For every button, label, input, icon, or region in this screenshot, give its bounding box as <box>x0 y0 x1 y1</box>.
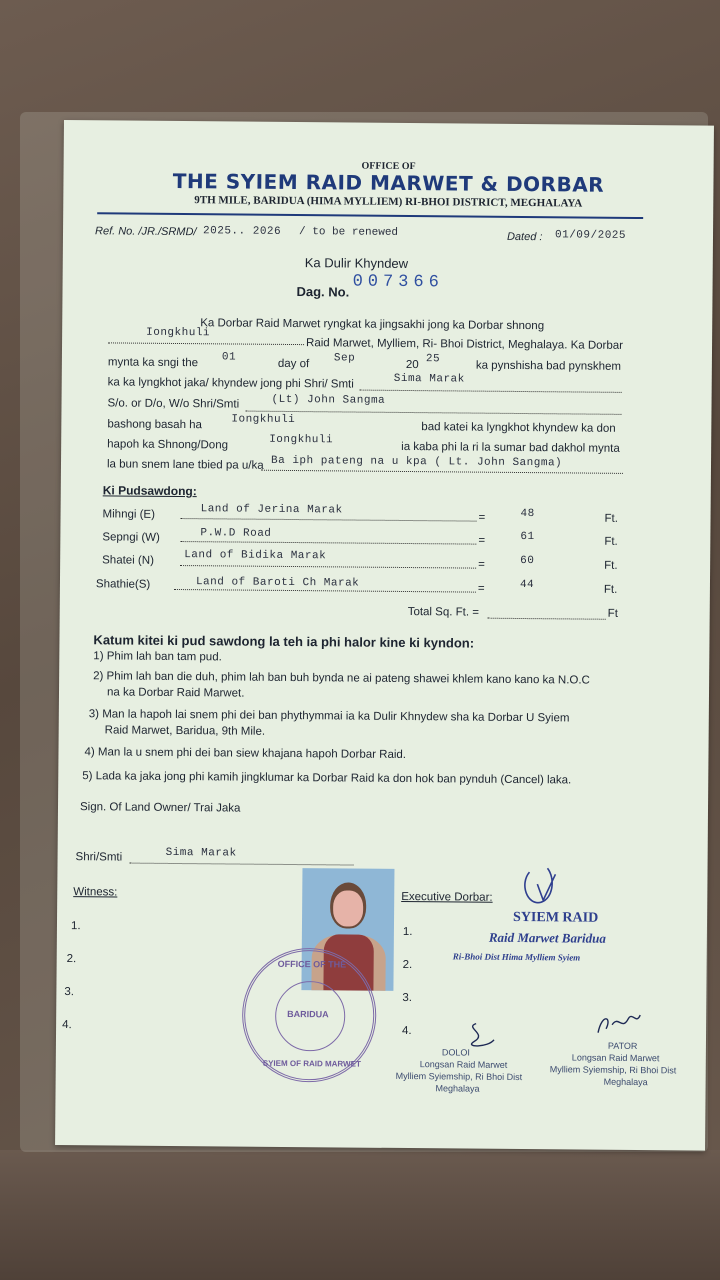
day-value: 01 <box>221 351 237 364</box>
year-prefix: 20 <box>405 358 419 372</box>
boundary-line-south <box>174 589 476 593</box>
owner-line <box>360 390 622 393</box>
boundary-unit-north: Ft. <box>604 559 618 572</box>
ref-label: Ref. No. /JR./SRMD/ <box>94 225 197 239</box>
total-unit: Ft <box>607 607 618 620</box>
document-title: Ka Dulir Khyndew <box>304 255 409 272</box>
hapoh-label: hapoh ka Shnong/Dong <box>107 438 229 452</box>
boundary-desc-north: Land of Bidika Marak <box>184 549 327 563</box>
official-stamp <box>242 948 377 1083</box>
condition-item: Raid Marwet, Baridua, 9th Mile. <box>104 724 266 738</box>
header-rule <box>97 212 643 219</box>
executive-number: 3. <box>402 991 412 1005</box>
year-value: 25 <box>425 353 441 366</box>
shri-line <box>130 863 354 866</box>
condition-item: 5) Lada ka jaka jong phi kamih jingklumar ka Dorbar Raid ka don hok ban pynduh (Cancel) laka. <box>82 770 572 787</box>
owner-name: Sima Marak <box>393 372 465 386</box>
shri-value: Sima Marak <box>165 846 237 860</box>
pynshisha-text: ka pynshisha bad pynskhem <box>475 359 622 373</box>
boundary-label-south: Shathie(S) <box>95 578 151 591</box>
witness-number: 4. <box>62 1019 72 1032</box>
witness-number: 3. <box>64 986 75 999</box>
doloi-line-1: Longsan Raid Marwet <box>419 1059 508 1070</box>
hapoh-value: Iongkhuli <box>269 433 334 447</box>
dag-number: 007366 <box>352 272 444 293</box>
bad-katei-text: bad katei ka lyngkhot khyndew ka don <box>421 421 616 435</box>
equals-sign: = <box>477 582 485 595</box>
seal-line-1: SYIEM RAID <box>512 909 599 926</box>
ref-note: / to be renewed <box>298 226 399 239</box>
witness-number: 1. <box>70 920 81 933</box>
boundary-unit-west: Ft. <box>604 535 618 548</box>
stamp-middle-text: BARIDUA <box>287 1008 329 1020</box>
total-line <box>488 618 606 620</box>
boundary-value-east: 48 <box>520 507 535 521</box>
pator-signature-scribble <box>592 1007 644 1041</box>
date-value: 01/09/2025 <box>554 229 627 242</box>
condition-item: 1) Phim lah ban tam pud. <box>93 650 222 664</box>
equals-sign: = <box>478 511 486 524</box>
condition-item: 3) Man la hapoh lai snem phi dei ban phythymmai ia ka Dulir Khnydew sha ka Dorbar U Syiem <box>88 708 570 725</box>
shri-label: Shri/Smti <box>75 851 123 864</box>
la-bun-value: Ba iph pateng na u kpa ( Lt. John Sangma) <box>270 454 563 470</box>
office-of: OFFICE OF <box>361 160 416 173</box>
boundary-line-east <box>181 518 477 522</box>
bashong-value: Iongkhuli <box>231 413 296 427</box>
boundary-label-north: Shatei (N) <box>102 554 154 567</box>
stamp-top-text: OFFICE OF THE <box>277 958 347 970</box>
equals-sign: = <box>478 534 486 547</box>
boundary-line-west <box>180 541 476 545</box>
pator-line-2: Mylliem Syiemship, Ri Bhoi Dist <box>549 1064 677 1076</box>
witness-label: Witness: <box>73 886 118 899</box>
bashong-label: bashong basah ha <box>107 418 203 432</box>
boundary-unit-south: Ft. <box>603 583 618 596</box>
boundaries-heading: Ki Pudsawdong: <box>102 483 197 499</box>
condition-item: 2) Phim lah ban die duh, phim lah ban buh bynda ne ai pateng shawei khlem kano kano ka N.O.C <box>93 670 590 687</box>
pator-line-1: Longsan Raid Marwet <box>571 1052 660 1064</box>
sign-label: Sign. Of Land Owner/ Trai Jaka <box>79 801 241 815</box>
doloi-title: DOLOI <box>441 1047 470 1058</box>
day-of: day of <box>277 357 310 371</box>
date-label: Dated : <box>506 230 543 244</box>
body-line-1: Ka Dorbar Raid Marwet ryngkat ka jingsakhi jong ka Dorbar shnong <box>200 317 545 333</box>
boundary-line-north <box>180 565 476 569</box>
doloi-line-2: Mylliem Syiemship, Ri Bhoi Dist <box>395 1070 523 1083</box>
boundary-desc-east: Land of Jerina Marak <box>200 503 343 517</box>
boundary-unit-east: Ft. <box>604 512 619 525</box>
executive-number: 4. <box>402 1024 412 1038</box>
equals-sign: = <box>478 558 485 571</box>
dag-label: Dag. No. <box>296 284 350 300</box>
mynta-label: mynta ka sngi the <box>107 356 199 370</box>
shnong-name: Iongkhuli <box>146 326 211 340</box>
executive-number: 1. <box>402 925 413 939</box>
witness-number: 2. <box>66 953 77 966</box>
boundary-desc-south: Land of Baroti Ch Marak <box>195 576 360 590</box>
ia-kaba-text: ia kaba phi la ri la sumar bad dakhol mynta <box>401 440 620 455</box>
stamp-bottom-text: SYIEM OF RAID MARWET <box>262 1058 361 1069</box>
la-bun-line <box>261 470 623 474</box>
pator-title: PATOR <box>607 1040 638 1052</box>
executive-label: Executive Dorbar: <box>401 890 493 904</box>
doloi-line-3: Meghalaya <box>435 1083 480 1094</box>
so-label: S/o. or D/o, W/o Shri/Smti <box>107 397 240 411</box>
shnong-line <box>108 342 304 345</box>
document-header-title: THE SYIEM RAID MARWET & DORBAR <box>172 168 605 197</box>
body-line-2: Raid Marwet, Mylliem, Ri- Bhoi District, Meghalaya. Ka Dorbar <box>306 337 624 352</box>
la-bun-label: la bun snem lane tbied pa u/ka <box>106 458 264 472</box>
boundary-label-west: Sepngi (W) <box>102 531 160 544</box>
land-document <box>55 120 714 1151</box>
father-line <box>245 411 621 415</box>
seal-line-3: Ri-Bhoi Dist Hima Mylliem Syiem <box>452 951 581 963</box>
month-value: Sep <box>333 352 356 365</box>
conditions-heading: Katum kitei ki pud sawdong la teh ia phi halor kine ki kyndon: <box>93 632 475 651</box>
lyngkhot-label: ka ka lyngkhot jaka/ khyndew jong phi Shri/ Smti <box>107 376 354 391</box>
condition-item: na ka Dorbar Raid Marwet. <box>106 686 245 700</box>
boundary-value-north: 60 <box>520 554 535 568</box>
boundary-value-west: 61 <box>520 530 535 544</box>
executive-number: 2. <box>402 958 413 972</box>
seal-line-2: Raid Marwet Baridua <box>488 929 606 946</box>
boundary-label-east: Mihngi (E) <box>102 508 156 521</box>
total-label: Total Sq. Ft. = <box>407 606 480 619</box>
boundary-value-south: 44 <box>519 578 535 592</box>
father-name: (Lt) John Sangma <box>271 393 386 407</box>
table-edge <box>0 1150 720 1280</box>
signature-scribble <box>519 864 565 914</box>
pator-line-3: Meghalaya <box>603 1076 648 1088</box>
header-address: 9TH MILE, BARIDUA (HIMA MYLLIEM) RI-BHOI DISTRICT, MEGHALAYA <box>194 194 583 210</box>
boundary-desc-west: P.W.D Road <box>200 527 272 540</box>
condition-item: 4) Man la u snem phi dei ban siew khajana hapoh Dorbar Raid. <box>84 746 407 762</box>
ref-value: 2025.. 2026 <box>202 225 282 238</box>
